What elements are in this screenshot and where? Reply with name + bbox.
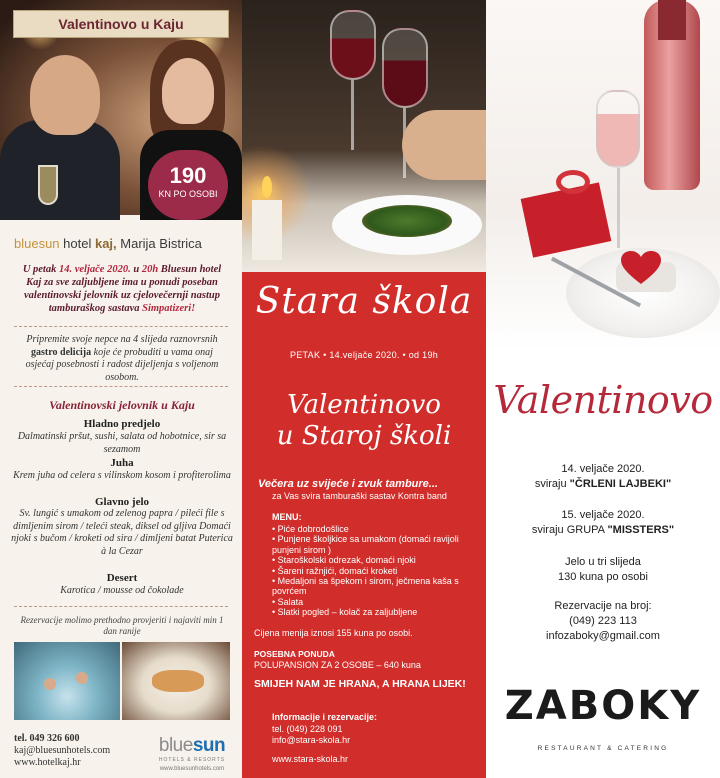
intro-paragraph [14,263,230,315]
zaboky-panel [486,0,720,778]
hotel-name [14,236,238,251]
info-label: Informacije i rezervacije: [272,712,378,722]
band-name: "ČRLENI LAJBEKI" [569,478,672,490]
kaj-contact [14,733,144,769]
hotel-kaj: kaj, [94,236,117,251]
offer-line-2: 130 kuna po osobi [558,571,648,583]
zaboky-logo: ZABOKY [504,683,702,729]
salad [362,205,452,237]
menu-item: • Medaljoni sa špekom i sirom, ječmena kaša s povrćem [272,576,478,597]
dish [152,670,204,692]
glass-stem [617,168,620,248]
hotel-word: hotel [59,236,95,251]
special-offer-text: POLUPANSION ZA 2 OSOBE – 640 kuna [254,660,421,670]
course-heading: Juha [110,457,134,469]
person-head [76,672,88,684]
event-date: PETAK • 14.veljače 2020. • od 19h [289,350,439,360]
zaboky-logo-subtitle: RESTAURANT & CATERING [537,745,669,752]
price-unit: KN PO OSOBI [158,189,218,199]
bluesun-logo [152,735,232,772]
intro-text: u [130,264,142,275]
divider [14,326,228,327]
band-prefix: sviraju [534,478,570,490]
info-email: info@stara-skola.hr [272,735,351,745]
man-figure [0,120,120,220]
menu-item: • Šareni ražnjići, domaći kroketi [272,566,478,576]
kaj-phone: tel. 049 326 600 [14,733,80,744]
offer-line-1: Jelo u tri slijeda [565,556,641,568]
intro-band: Simpatizeri! [142,303,196,314]
event1-date: 14. veljače 2020. [561,463,645,475]
hand [402,110,486,180]
logo-subtitle: HOTELS & RESORTS [158,757,226,763]
gift-ribbon [556,170,590,194]
heart-icon [620,250,662,286]
logo-blue: blue [158,735,193,756]
menu-item: • Salata [272,597,478,607]
wine-glass [330,10,376,80]
candle-flame [262,176,272,198]
price-value: 190 [169,163,207,188]
band-line: za Vas svira tamburaški sastav Kontra band [272,491,447,501]
wine-dinner-photo [242,0,486,272]
menu-item: • Punjene školjkice sa umakom (domaći ravijoli punjeni sirom ) [272,534,478,555]
event2-band [486,523,720,537]
glass-stem [351,80,354,150]
wine-glass [382,28,428,108]
intro-text: Bluesun hotel Kaj za sve zaljubljene ima u ponudi poseban valentinovski jelovnik uz cjelovečernji nastup tamburaškog sastava [24,264,222,314]
course-text: Krem juha od celera s vilinskom kosom i profiterolima [13,470,231,481]
event1-band [486,477,720,491]
info-website: www.stara-skola.hr [272,754,349,764]
logo-sun: sun [192,735,226,756]
rose-wine-photo [486,0,720,350]
candle [252,200,282,260]
menu-list [272,524,478,618]
valentinovo-title: Valentinovo [493,378,713,422]
dinner-subhead: Večera uz svijeće i zvuk tambure... [258,478,438,490]
stara-skola-info [242,272,486,778]
kaj-banner: Valentinovo u Kaju [13,10,229,38]
reserve-label: Rezervacije na broj: [554,600,652,612]
stara-skola-title: Stara škola [255,281,473,322]
pool-photo [14,642,120,720]
woman-face [162,58,214,124]
intro-paragraph-2 [20,334,224,384]
reserve-phone: (049) 223 113 [569,615,637,627]
divider [14,606,228,607]
reserve-email: infozaboky@gmail.com [546,630,660,642]
course-text: Dalmatinski pršut, sushi, salata od hobotnice, sir sa sezamom [17,431,227,455]
bottle-neck [658,0,686,40]
stara-skola-headline [242,390,486,452]
menu-item: • Piće dobrodošlice [272,524,478,534]
price-badge [148,150,228,220]
menu-label: MENU: [272,512,302,522]
stara-skola-panel [242,0,486,778]
gift-box [521,182,612,257]
divider [14,386,228,387]
kaj-menu-title: Valentinovski jelovnik u Kaju [49,398,195,412]
event2-date: 15. veljače 2020. [561,509,645,521]
food-photo [122,642,230,720]
person-head [44,678,56,690]
logo-url: www.bluesunhotels.com [159,766,225,772]
menu-item: • Slatki pogled – kolač za zaljubljene [272,607,478,617]
headline-line-1: Valentinovo [287,390,441,420]
menu-price: Cijena menija iznosi 155 kuna po osobi. [254,628,413,638]
intro-text: U petak [22,264,59,275]
menu-item: • Staroškolski odrezak, domaći njoki [272,555,478,565]
slogan: SMIJEH NAM JE HRANA, A HRANA LIJEK! [254,678,466,690]
reservation-note: Rezervacije molimo prethodno provjeriti i najaviti min 1 dan ranije [20,615,224,636]
info-phone: tel. (049) 228 091 [272,724,343,734]
man-face [30,55,100,135]
headline-line-2: u Staroj školi [276,421,452,451]
course-heading: Desert [106,572,138,584]
band-name: "MISSTERS" [607,524,675,536]
intro2-text: koje će probuditi u vama onaj osjećaj posebnosti i radost dijeljenja s voljenom osobom. [25,346,219,383]
course-text: Sv. lungić s umakom od zelenog papra / pileći file s dimljenim sirom / teleći steak, diksel od gljiva Domaći njoki s bučom / kroketi od sira / dimljeni batat Puterica à la Cezar [11,508,233,557]
rose-glass [596,90,640,168]
special-offer-label: POSEBNA PONUDA [254,649,335,659]
champagne-glass [38,165,58,205]
kaj-email: kaj@bluesunhotels.com [14,745,111,756]
band-prefix: sviraju GRUPA [531,524,608,536]
intro2-text: Pripremite svoje nepce na 4 slijeda raznovrsnih [26,334,218,345]
bluesun-kaj-panel [0,0,242,778]
course-heading: Glavno jelo [94,496,150,508]
intro-time: 20h [141,264,159,275]
intro2-bold: gastro delicija [31,346,92,358]
intro-date: 14. veljače 2020. [58,264,131,275]
hotel-place: Marija Bistrica [116,236,202,251]
brand-blue: blue [14,236,39,251]
kaj-website: www.hotelkaj.hr [14,757,81,768]
course-heading: Hladno predjelo [83,418,161,430]
course-text: Karotica / mousse od čokolade [60,585,184,596]
brand-sun: sun [38,236,60,251]
